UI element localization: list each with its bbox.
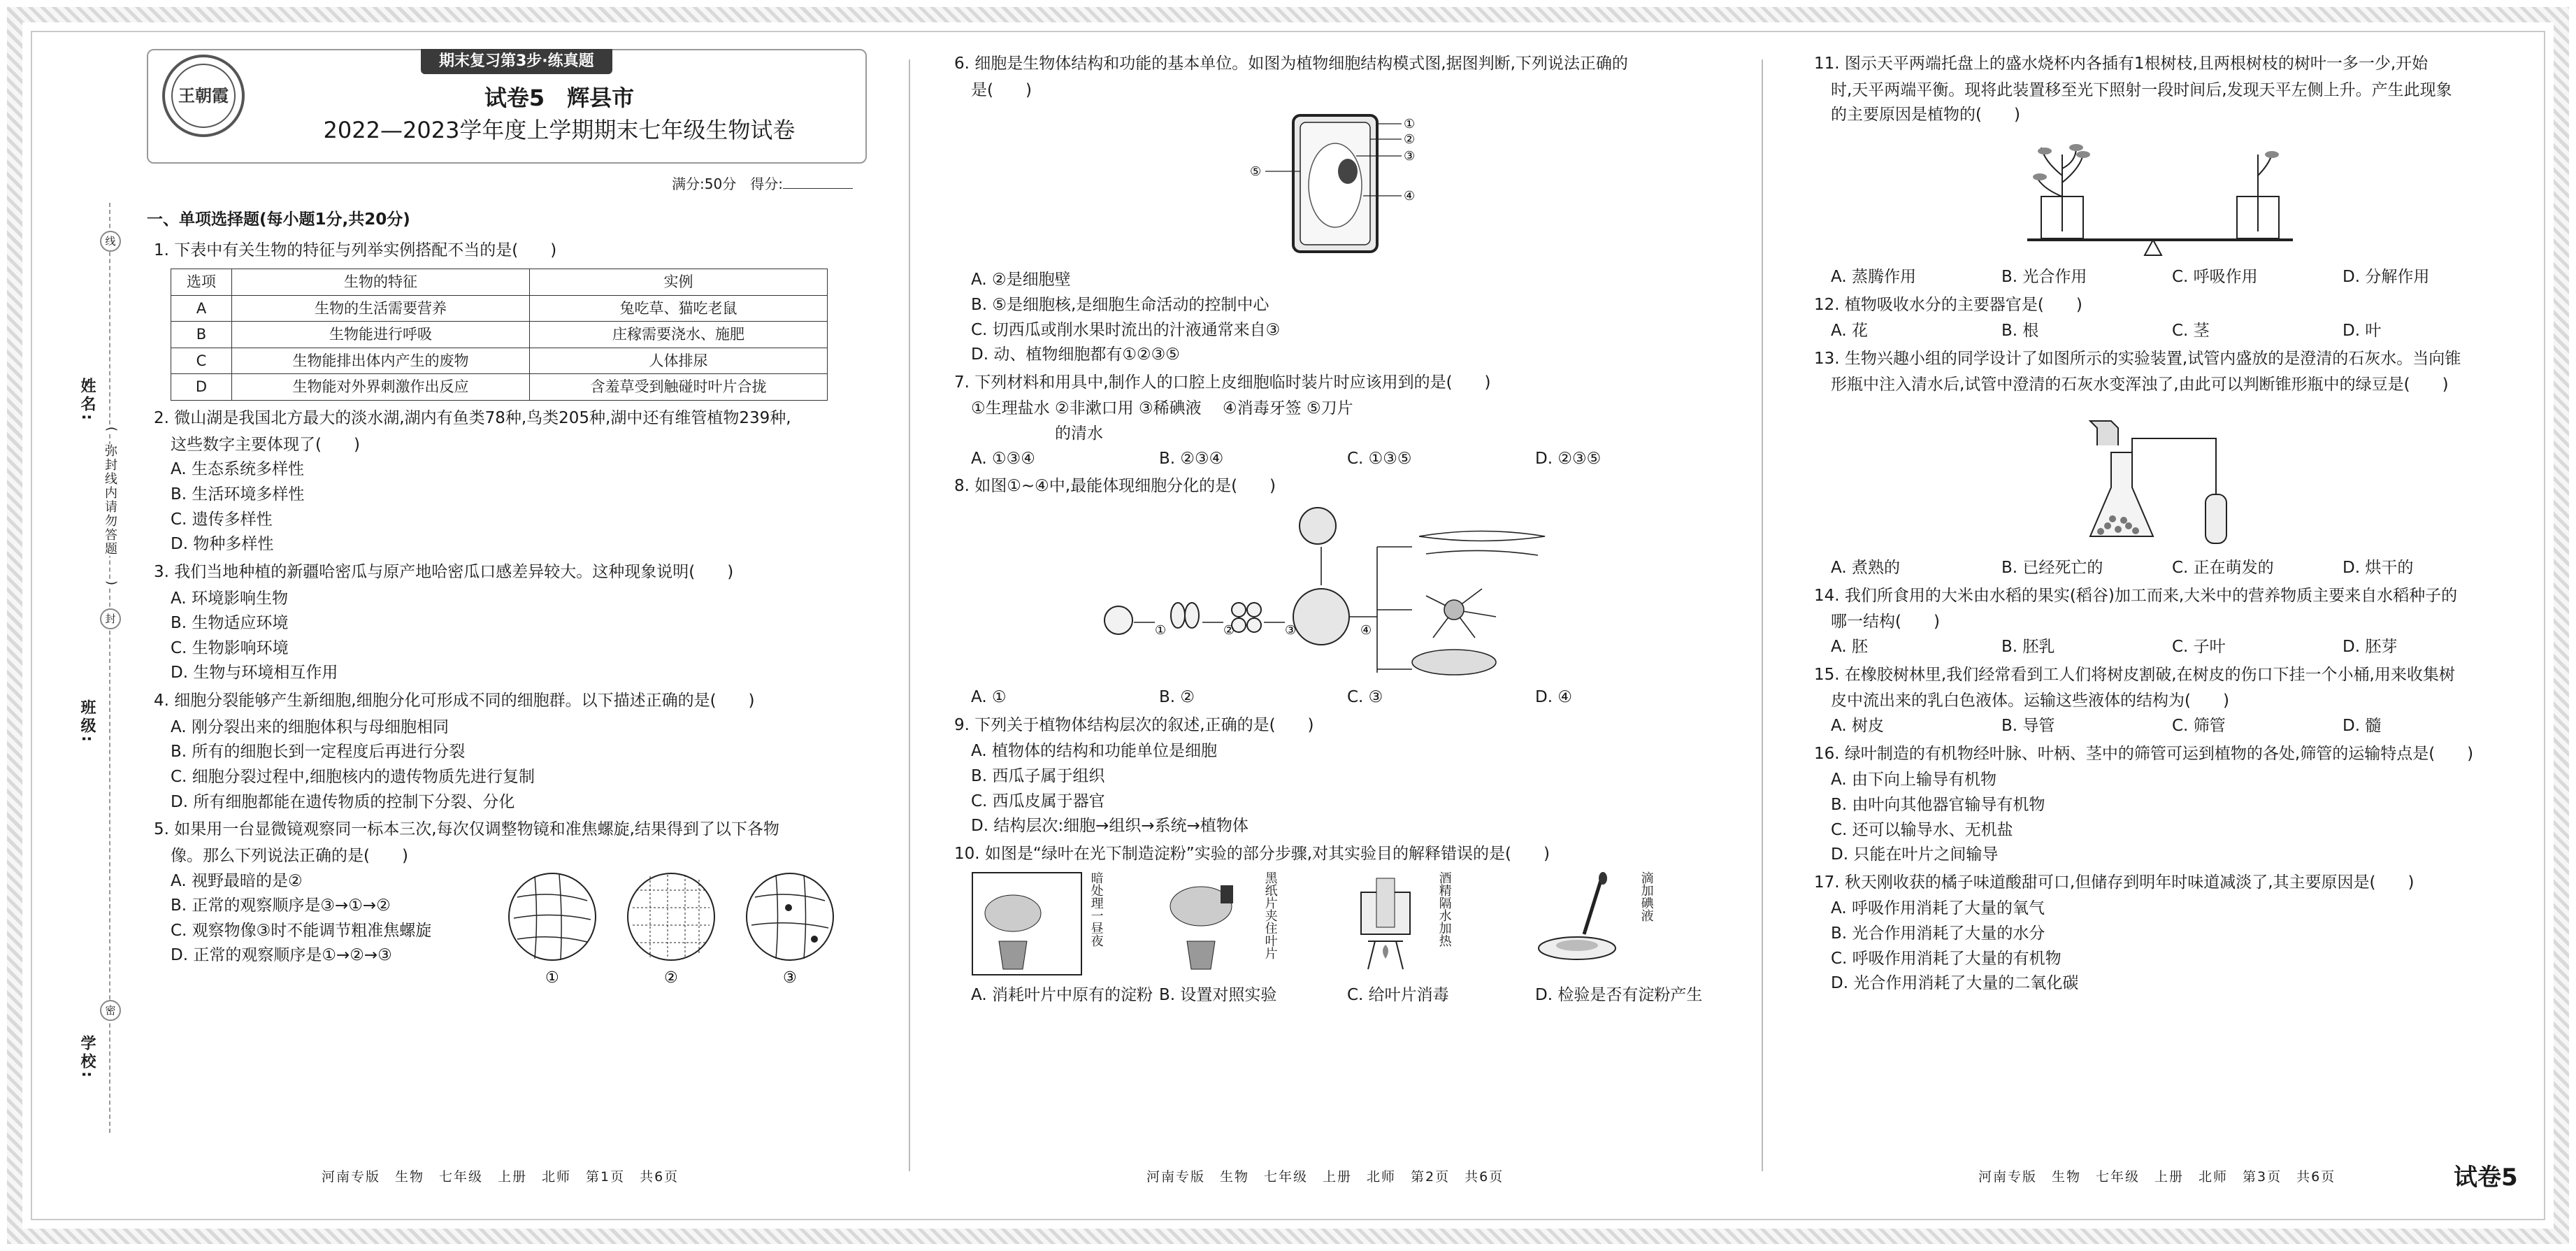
seal-line [109,203,110,1133]
q14-options [1831,635,2513,660]
table-header: 生物的特征 [232,269,530,296]
answer-option: A. ②是细胞壁 [971,271,1071,289]
balance-diagram [2013,134,2307,259]
answer-option: A. 煮熟的 [1831,559,1900,578]
school-label: 学校: [78,1035,96,1080]
fig-label: ③ [783,968,797,987]
balance-figure [1807,134,2513,259]
answer-option: C. 呼吸作用 [2172,267,2258,286]
question-stem: 13. 生物兴趣小组的同学设计了如图所示的实验装置,试管内盛放的是澄清的石灰水。当向锥 [1814,349,2461,368]
fig-label: ⑤ [1250,164,1262,180]
question-stem: 7. 下列材料和用具中,制作人的口腔上皮细胞临时装片时应该用到的是( ) [954,373,1491,392]
question-stem-cont: 时,天平两端平衡。现将此装置移至光下照射一段时间后,发现天平左侧上升。产生此现象 [1831,80,2452,99]
iodine-drop-figure [1535,871,1633,976]
name-label: 姓名: [78,378,96,423]
table-row [171,348,828,374]
answer-option: C. ③ [1347,688,1383,707]
answer-option: B. 生物适应环境 [171,614,289,633]
answer-option: D. 结构层次:细胞→组织→系统→植物体 [971,817,1249,836]
answer-option: D. 检验是否有淀粉产生 [1535,985,1703,1004]
answer-option: B. 根 [2001,322,2039,341]
q7-items [971,396,1390,446]
answer-option: C. 遗传多样性 [171,510,273,529]
answer-option: C. 西瓜皮属于器官 [971,792,1105,810]
answer-option: D. 只能在叶片之间输导 [1831,845,1999,864]
question-stem: 14. 我们所食用的大米由水稻的果实(稻谷)加工而来,大米中的营养物质主要来自水稻种子的 [1814,586,2458,605]
warning-open: ( [101,427,119,433]
question-stem-cont: 形瓶中注入清水后,试管中澄清的石灰水变浑浊了,由此可以判断锥形瓶中的绿豆是( ) [1831,376,2449,394]
seal-mark: 线 [100,231,121,252]
answer-option: D. 正常的观察顺序是①→②→③ [171,946,392,965]
answer-option: B. ② [1159,688,1195,707]
score-blank [783,188,853,189]
answer-option: B. 光合作用 [2001,267,2087,286]
answer-option: A. 胚 [1831,638,1868,657]
germination-apparatus [2069,403,2251,550]
section-heading: 一、单项选择题(每小题1分,共20分) [147,210,410,229]
cell-differentiation-diagram [1091,505,1580,680]
question-stem: 15. 在橡胶树林里,我们经常看到工人们将树皮割破,在树皮的伤口下挂一个小桶,用来收集树 [1814,665,2455,684]
class-label: 班级: [78,699,96,745]
answer-option: A. 生态系统多样性 [171,460,304,479]
table-cell: 兔吃草、猫吃老鼠 [530,295,828,322]
answer-option: C. 给叶片消毒 [1347,985,1449,1004]
cell-differentiation-figure [947,505,1723,680]
fig-label: ③ [1404,149,1416,164]
q5-body [147,869,867,988]
dark-treatment-figure [971,871,1083,976]
material-item: ①生理盐水 [971,399,1050,418]
answer-option: C. 切西瓜或削水果时流出的汁液通常来自③ [971,320,1281,339]
q10-options [971,983,1723,1008]
answer-option: C. ①③⑤ [1347,449,1412,468]
column-page-1 [147,49,867,988]
table-header-row [171,269,828,296]
q1-table [171,269,828,401]
warning-close: ) [101,580,119,587]
column-divider [909,59,910,1171]
answer-option: D. ②③⑤ [1535,449,1602,468]
fig-label: ④ [1404,189,1416,204]
answer-option: A. ① [971,688,1007,707]
question-stem: 16. 绿叶制造的有机物经叶脉、叶柄、茎中的筛管可运到植物的各处,筛管的运输特点是( ) [1814,744,2474,763]
answer-option: A. 环境影响生物 [171,589,288,608]
table-cell: 庄稼需要浇水、施肥 [530,322,828,348]
table-cell: C [171,348,232,374]
table-cell: 生物能对外界刺激作出反应 [232,374,530,401]
question-stem: 8. 如图①~④中,最能体现细胞分化的是( ) [954,477,1276,496]
q13-options [1831,556,2513,581]
question-stem: 11. 图示天平两端托盘上的盛水烧杯内各插有1根树枝,且两根树枝的树叶一多一少,开始 [1814,55,2429,73]
fig-label: ② [1404,132,1416,148]
paper-subtitle: 2022—2023学年度上学期期末七年级生物试卷 [323,117,796,143]
q15-options [1831,714,2513,739]
answer-option: D. 髓 [2343,716,2382,735]
q12-options [1831,319,2513,344]
table-cell: 生物能排出体内产生的废物 [232,348,530,374]
table-row [171,322,828,348]
fig-label: ① [545,968,559,987]
q7-options [971,447,1723,472]
page-footer: 河南专版 生物 七年级 上册 北师 第2页 共6页 [1146,1169,1504,1185]
answer-option: C. 子叶 [2172,638,2226,657]
germination-figure [1807,403,2513,550]
fig-label: ④ [1360,623,1372,638]
answer-option: A. 树皮 [1831,716,1884,735]
table-cell: 生物能进行呼吸 [232,322,530,348]
fig-label: ② [1223,623,1235,638]
answer-option: B. 西瓜子属于组织 [971,766,1105,785]
answer-option: D. 动、植物细胞都有①②③⑤ [971,345,1180,364]
answer-option: C. 细胞分裂过程中,细胞核内的遗传物质先进行复制 [171,767,535,786]
experiment-caption: 暗处理一昼夜 [1088,871,1104,947]
answer-option: A. 消耗叶片中原有的淀粉 [971,985,1153,1004]
fig-label: ① [1404,117,1416,132]
material-item: ④消毒牙签 [1223,399,1302,418]
question-stem: 3. 我们当地种植的新疆哈密瓜与原产地哈密瓜口感差异较大。这种现象说明( ) [154,562,734,581]
page-footer: 河南专版 生物 七年级 上册 北师 第1页 共6页 [322,1169,679,1185]
question-stem-cont: 像。那么下列说法正确的是( ) [171,846,408,865]
question-stem: 9. 下列关于植物体结构层次的叙述,正确的是( ) [954,715,1314,734]
material-item: ②非漱口用的清水 [1055,399,1134,443]
experiment-step [971,871,1159,976]
answer-option: B. 生活环境多样性 [171,485,305,503]
question-stem-cont: 这些数字主要体现了( ) [171,435,360,454]
material-item: ⑤刀片 [1307,399,1353,418]
answer-option: D. 所有细胞都能在遗传物质的控制下分裂、分化 [171,792,515,811]
page-footer: 河南专版 生物 七年级 上册 北师 第3页 共6页 [1978,1169,2336,1185]
answer-option: D. 烘干的 [2343,559,2414,578]
answer-option: D. 光合作用消耗了大量的二氧化碳 [1831,974,2079,993]
table-cell: B [171,322,232,348]
seal-warning: 弥封线内请勿答题 [101,444,119,556]
fig-label: ② [664,968,678,987]
answer-option: A. 刚分裂出来的细胞体积与母细胞相同 [171,717,449,736]
black-paper-figure [1159,871,1257,976]
experiment-step [1347,871,1535,976]
answer-option: B. 所有的细胞长到一定程度后再进行分裂 [171,743,466,762]
table-cell: 人体排尿 [530,348,828,374]
q8-options [971,685,1723,710]
answer-option: A. 蒸腾作用 [1831,267,1916,286]
alcohol-bath-figure [1347,871,1431,976]
answer-option: D. 叶 [2343,322,2382,341]
question-stem: 6. 细胞是生物体结构和功能的基本单位。如图为植物细胞结构模式图,据图判断,下列说法正确的 [954,55,1628,73]
question-stem: 2. 微山湖是我国北方最大的淡水湖,湖内有鱼类78种,鸟类205种,湖中还有维管植物239种, [154,409,791,428]
answer-option: A. 视野最暗的是② [171,871,303,890]
table-header: 选项 [171,269,232,296]
table-row [171,295,828,322]
answer-option: A. 呼吸作用消耗了大量的氧气 [1831,899,2045,918]
seal-mark: 密 [100,1000,121,1021]
binding-strip [70,203,126,1133]
question-stem: 10. 如图是“绿叶在光下制造淀粉”实验的部分步骤,对其实验目的解释错误的是( ) [954,844,1550,863]
answer-option: B. 胚乳 [2001,638,2055,657]
experiment-caption: 酒精隔水加热 [1437,871,1452,947]
table-cell: A [171,295,232,322]
experiment-step [1535,871,1723,976]
score-line [147,173,853,195]
column-divider [1762,59,1763,1171]
question-stem: 17. 秋天刚收获的橘子味道酸甜可口,但储存到明年时味道减淡了,其主要原因是( ) [1814,873,2415,892]
question-stem: 4. 细胞分裂能够产生新细胞,细胞分化可形成不同的细胞群。以下描述正确的是( ) [154,692,755,710]
answer-option: D. 分解作用 [2343,267,2430,286]
answer-option: A. 由下向上输导有机物 [1831,771,1996,789]
answer-option: D. 生物与环境相互作用 [171,664,338,682]
score-text: 满分:50分 得分: [672,176,783,192]
plant-cell-figure [947,108,1723,262]
experiment-caption: 滴加碘液 [1639,871,1654,922]
seal-mark: 封 [100,608,121,629]
fig-label: ③ [1285,623,1297,638]
answer-option: C. 筛管 [2172,716,2226,735]
answer-option: C. 呼吸作用消耗了大量的有机物 [1831,949,2061,968]
answer-option: A. 植物体的结构和功能单位是细胞 [971,742,1217,761]
material-item: ③稀碘液 [1139,399,1202,418]
answer-option: C. 观察物像③时不能调节粗准焦螺旋 [171,921,432,940]
q10-figures [971,871,1723,983]
paper-title: 试卷5 辉县市 [484,85,635,111]
answer-option: B. 正常的观察顺序是③→①→② [171,896,391,915]
answer-option: C. 茎 [2172,322,2210,341]
question-stem-cont: 的主要原因是植物的( ) [1831,106,2020,124]
table-row [171,374,828,401]
question-stem-cont: 是( ) [971,80,1032,99]
answer-option: B. 设置对照实验 [1159,985,1277,1004]
answer-option: C. 还可以输导水、无机盐 [1831,820,2013,839]
question-stem: 1. 下表中有关生物的特征与列举实例搭配不当的是( ) [154,241,557,259]
table-cell: 生物的生活需要营养 [232,295,530,322]
answer-option: B. 光合作用消耗了大量的水分 [1831,924,2045,943]
paper-header [147,49,867,164]
answer-option: C. 正在萌发的 [2172,559,2274,578]
table-cell: D [171,374,232,401]
answer-option: C. 生物影响环境 [171,638,289,657]
question-stem-cont: 哪一结构( ) [1831,613,1940,631]
experiment-step [1159,871,1347,976]
q5-options [147,869,496,988]
brand-logo [162,55,245,137]
answer-option: D. 胚芽 [2343,638,2398,657]
q11-options [1831,265,2513,290]
plant-cell-diagram [1244,108,1426,262]
question-stem-cont: 皮中流出来的乳白色液体。运输这些液体的结构为( ) [1831,692,2229,710]
answer-option: B. ⑤是细胞核,是细胞生命活动的控制中心 [971,295,1269,314]
table-cell: 含羞草受到触碰时叶片合拢 [530,374,828,401]
answer-option: D. 物种多样性 [171,535,274,554]
answer-option: D. ④ [1535,688,1572,707]
question-stem: 5. 如果用一台显微镜观察同一标本三次,每次仅调整物镜和准焦螺旋,结果得到了以下各物 [154,820,779,839]
experiment-caption: 黑纸片夹住叶片 [1262,871,1278,959]
step-tab: 期末复习第3步·练真题 [421,49,612,74]
answer-option: A. 花 [1831,322,1868,341]
brand-logo-text: 王朝霞 [171,64,236,128]
answer-option: A. ①③④ [971,449,1035,468]
answer-option: B. ②③④ [1159,449,1224,468]
paper-number: 试卷5 [2454,1164,2518,1192]
fig-label: ① [1155,623,1167,638]
table-header: 实例 [530,269,828,296]
column-page-2 [947,49,1723,1008]
column-page-3 [1807,49,2513,996]
microscope-views-figure [496,869,846,988]
answer-option: B. 导管 [2001,716,2055,735]
question-stem: 12. 植物吸收水分的主要器官是( ) [1814,295,2082,314]
answer-option: B. 由叶向其他器官输导有机物 [1831,795,2045,814]
answer-option: B. 已经死亡的 [2001,559,2103,578]
